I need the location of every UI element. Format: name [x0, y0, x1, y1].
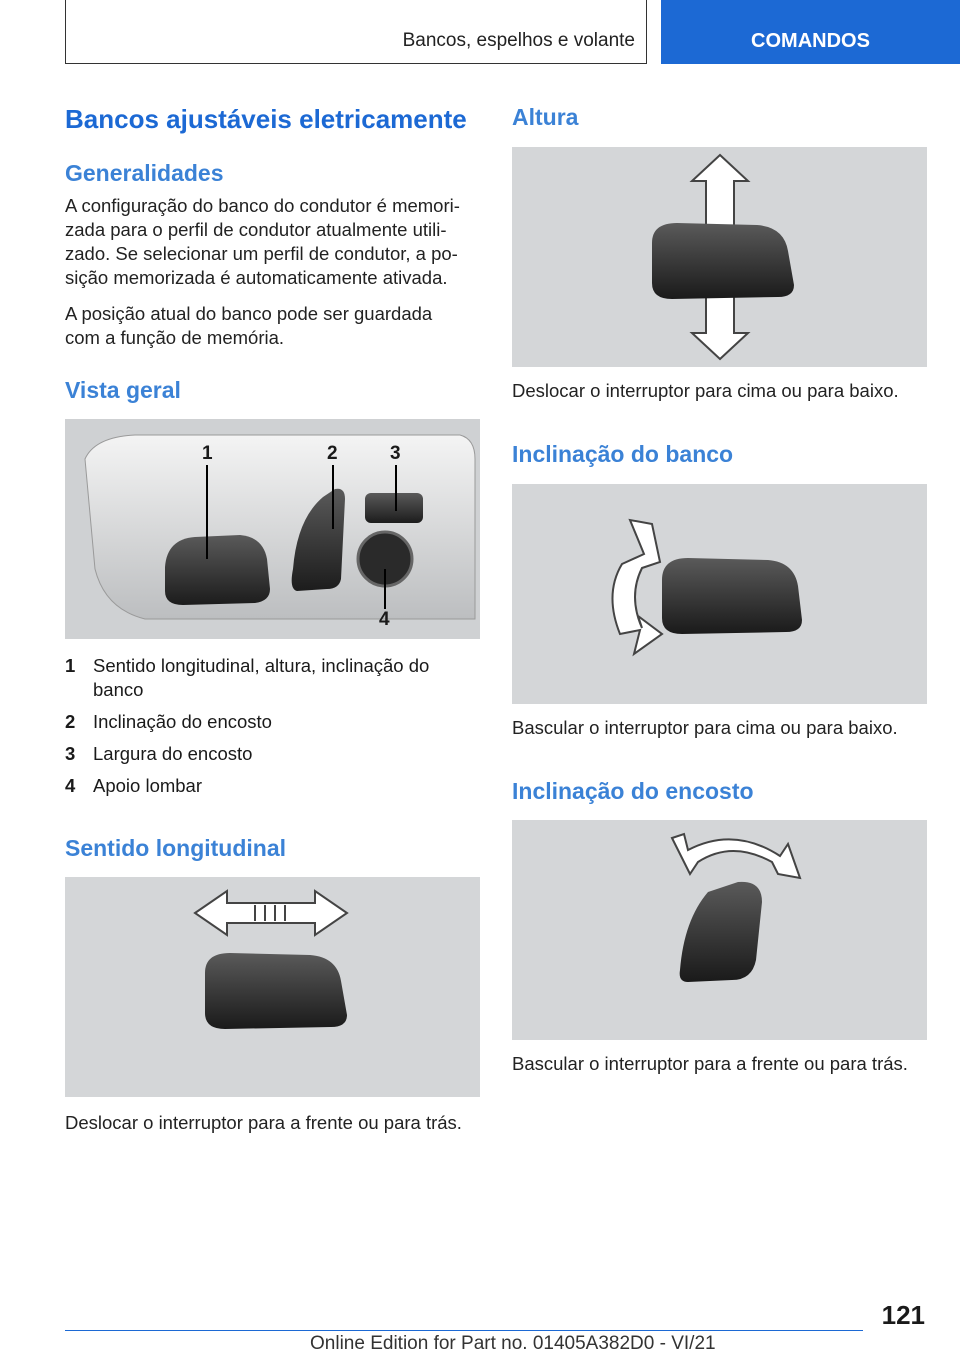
general-paragraph	[65, 194, 485, 290]
backrest-heading: Inclinação do encosto	[512, 778, 754, 804]
overview-heading: Vista geral	[65, 377, 181, 403]
longitudinal-switch	[165, 535, 270, 605]
overview-figure	[65, 419, 480, 639]
callout-4: 4	[379, 609, 390, 630]
general-line: zada para o perfil de condutor atualmente utili-	[65, 219, 447, 240]
backrest-caption: Bascular o interruptor para a frente ou para trás.	[512, 1053, 908, 1074]
legend-number: 4	[65, 775, 76, 796]
seat-tilt-illustration	[512, 484, 927, 704]
backrest-illustration	[512, 820, 927, 1040]
legend-number: 3	[65, 743, 76, 764]
memory-paragraph	[65, 302, 485, 350]
legend-text: Inclinação do encosto	[93, 711, 272, 732]
longitudinal-switch	[205, 953, 347, 1029]
general-line: sição memorizada é automaticamente ativada.	[65, 267, 448, 288]
memory-line: A posição atual do banco pode ser guardada	[65, 303, 433, 324]
general-line: zado. Se selecionar um perfil de condutor, a po-	[65, 243, 458, 264]
legend-text: Apoio lombar	[93, 775, 203, 796]
height-figure	[512, 147, 927, 367]
double-arrow-horizontal-icon	[195, 891, 347, 935]
longitudinal-caption: Deslocar o interruptor para a frente ou para trás.	[65, 1112, 462, 1133]
longitudinal-figure	[65, 877, 480, 1097]
longitudinal-illustration	[65, 877, 480, 1097]
callout-3: 3	[390, 443, 401, 464]
general-line: A configuração do banco do condutor é memori-	[65, 195, 460, 216]
legend-line: Sentido longitudinal, altura, inclinação do	[93, 655, 430, 676]
height-illustration	[512, 147, 927, 367]
height-caption: Deslocar o interruptor para cima ou para baixo.	[512, 380, 899, 401]
page-title: Bancos ajustáveis eletricamente	[65, 104, 467, 134]
seat-tilt-figure	[512, 484, 927, 704]
legend-line: banco	[93, 679, 144, 700]
legend-number: 1	[65, 655, 76, 676]
curved-arrow-icon	[672, 834, 800, 878]
height-switch	[652, 223, 794, 299]
longitudinal-heading: Sentido longitudinal	[65, 835, 287, 861]
backrest-switch	[680, 882, 762, 982]
legend-item	[65, 654, 480, 702]
height-heading: Altura	[512, 104, 579, 130]
footer-divider	[65, 1330, 863, 1331]
header-section-title: Bancos, espelhos e volante	[402, 30, 635, 51]
legend-text	[93, 654, 429, 702]
memory-line: com a função de memória.	[65, 327, 285, 348]
callout-1: 1	[202, 443, 213, 464]
seat-tilt-caption: Bascular o interruptor para cima ou para baixo.	[512, 717, 898, 738]
page-number: 121	[881, 1300, 925, 1330]
seat-tilt-heading: Inclinação do banco	[512, 441, 734, 467]
curved-arrow-icon	[612, 520, 662, 654]
callout-2: 2	[327, 443, 338, 464]
footer-edition: Online Edition for Part no. 01405A382D0 - VI/21	[310, 1333, 716, 1354]
legend-number: 2	[65, 711, 76, 732]
legend-text: Largura do encosto	[93, 743, 253, 764]
seat-control-panel-illustration	[65, 419, 480, 639]
width-switch	[365, 493, 423, 523]
general-heading: Generalidades	[65, 160, 224, 186]
header-chapter-tab: COMANDOS	[661, 0, 960, 64]
backrest-figure	[512, 820, 927, 1040]
seat-tilt-switch	[662, 558, 802, 634]
